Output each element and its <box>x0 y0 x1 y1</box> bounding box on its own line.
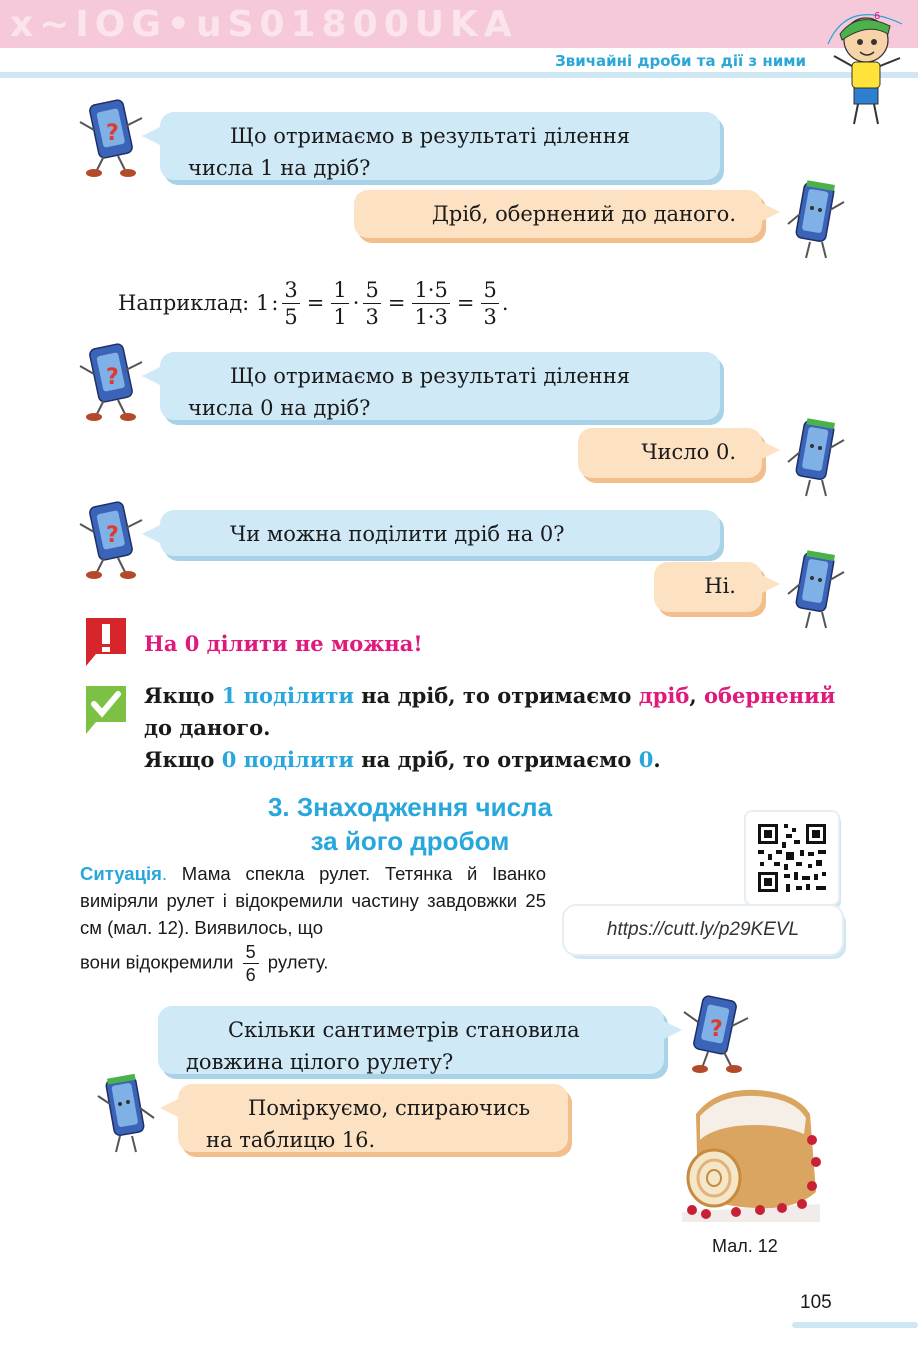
figure-caption: Мал. 12 <box>712 1236 778 1256</box>
fraction: $\frac{1\cdot 5}{1\cdot 3}$ <box>414 277 448 329</box>
page-number: 105 <box>800 1292 832 1313</box>
svg-text:?: ? <box>106 523 119 548</box>
roulade-image <box>676 1074 826 1224</box>
header-underline <box>0 72 918 78</box>
robot-question-icon <box>76 96 152 178</box>
answer-bubble: Число 0. <box>578 428 762 478</box>
link-url[interactable]: https://cutt.ly/p29KEVL <box>564 906 842 954</box>
fraction: $\frac{5}{6}$ <box>243 941 259 986</box>
question-bubble: Що отримаємо в результаті ділення числа 1 на дріб? <box>160 112 720 180</box>
header-decoration: x~IOG•uS01800UKA <box>10 4 518 45</box>
robot-question-icon <box>76 340 152 422</box>
situation-text: Ситуація. Мама спекла рулет. Тетянка й Іванко виміряли рулет і відокремили частину завдовжки 25 см (мал. 12). Виявилось, що вони відокремили $\frac{5}{6}$ рулету. <box>80 863 546 985</box>
page-number-underline <box>792 1322 918 1328</box>
fraction: $\frac{1}{1}$ <box>333 277 347 329</box>
svg-text:?: ? <box>106 365 119 390</box>
header-band <box>0 0 918 48</box>
qr-code[interactable] <box>746 812 838 904</box>
robot-answer-icon <box>94 1074 160 1156</box>
section-title: 3. Знаходження числа за його дробом <box>267 792 553 856</box>
fraction: $\frac{5}{3}$ <box>483 277 497 329</box>
robot-question-icon <box>680 992 756 1074</box>
fraction: $\frac{3}{5}$ <box>284 277 298 329</box>
robot-question-icon <box>76 498 152 580</box>
robot-answer-icon <box>784 550 850 632</box>
answer-bubble: Дріб, обернений до даного. <box>354 190 762 238</box>
qr-code-icon <box>746 812 838 904</box>
robot-answer-icon <box>784 180 850 262</box>
question-bubble: Скільки сантиметрів становила довжина цілого рулету? <box>158 1006 664 1074</box>
question-bubble: Чи можна поділити дріб на 0? <box>160 510 720 556</box>
svg-text:?: ? <box>106 121 119 146</box>
checkmark-icon <box>80 682 132 738</box>
fraction: $\frac{5}{3}$ <box>365 277 379 329</box>
rule-text: Якщо 1 поділити на дріб, то отримаємо дріб, обернений до даного. Якщо 0 поділити на дріб, то отримаємо 0. <box>144 683 836 772</box>
mascot-boy-icon <box>818 4 914 128</box>
example-formula: Наприклад: 1 : $\frac{3}{5}$ = $\frac{1}{1}$ · $\frac{5}{3}$ = $\frac{1\cdot 5}{1\cdot 3}$ = $\frac{5}{3}$ . <box>118 277 509 329</box>
answer-bubble: Поміркуємо, спираючись на таблицю 16. <box>178 1084 568 1152</box>
mascot-number: 6 <box>874 11 881 22</box>
warning-text: На 0 ділити не можна! <box>144 631 423 656</box>
svg-text:?: ? <box>710 1017 723 1042</box>
robot-answer-icon <box>784 418 850 500</box>
answer-bubble: Ні. <box>654 562 762 612</box>
chapter-title: Звичайні дроби та дії з ними <box>555 52 806 70</box>
question-bubble: Що отримаємо в результаті ділення числа 0 на дріб? <box>160 352 720 420</box>
exclamation-icon <box>80 614 132 670</box>
